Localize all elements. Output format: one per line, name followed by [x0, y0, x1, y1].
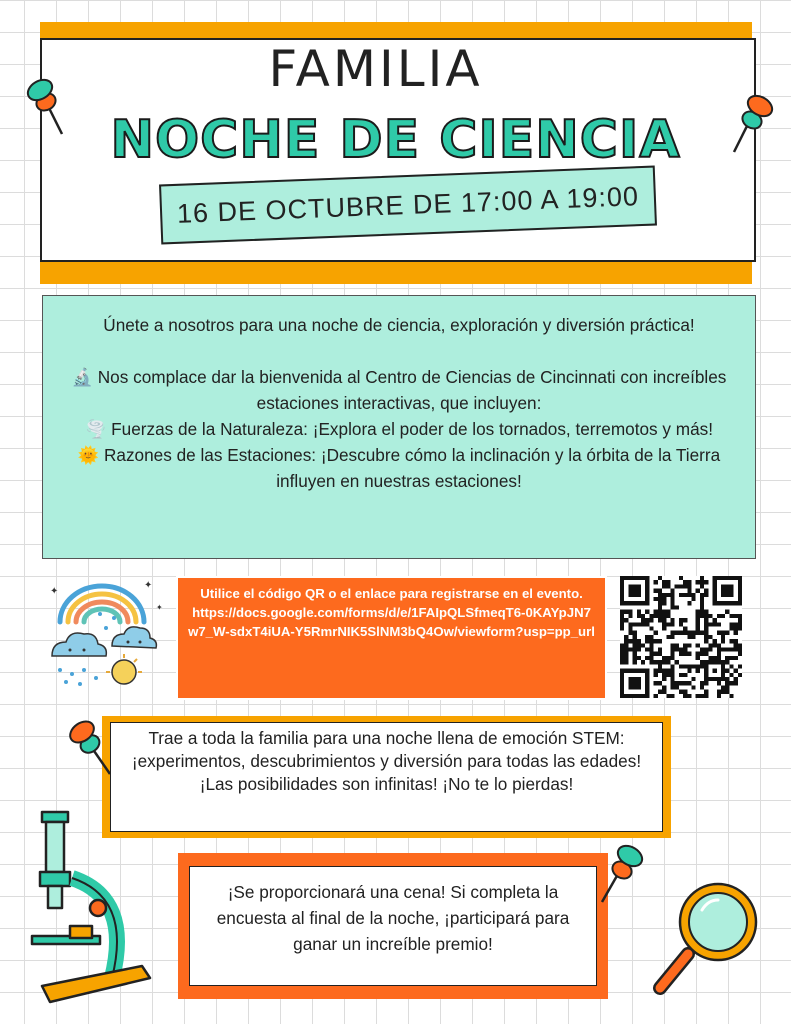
svg-text:✦: ✦ [144, 580, 153, 591]
title-familia: FAMILIA [268, 40, 483, 98]
title-noche-de-ciencia: NOCHE DE CIENCIA [110, 110, 681, 170]
station-forces-of-nature: 🌪️ Fuerzas de la Naturaleza: ¡Explora el poder de los tornados, terremotos y más! [84, 419, 714, 439]
registration-instruction: Utilice el código QR o el enlace para registrarse en el evento. [200, 586, 583, 601]
event-date: 16 DE OCTUBRE DE 17:00 A 19:00 [176, 180, 640, 229]
family-box [110, 722, 663, 832]
registration-box [176, 576, 607, 700]
microscope-icon [28, 808, 163, 1008]
welcome-text: 🔬 Nos complace dar la bienvenida al Centro de Ciencias de Cincinnati con increíbles estaciones interactivas, que incluyen: [71, 367, 727, 413]
qr-code-icon[interactable] [620, 576, 742, 698]
intro-text: Únete a nosotros para una noche de ciencia, exploración y diversión práctica! [103, 315, 695, 335]
magnifying-glass-icon [652, 878, 766, 996]
family-invite-text: Trae a toda la familia para una noche llena de emoción STEM: ¡experimentos, descubrimientos y diversión para todas las edades! [131, 728, 642, 771]
push-pin-icon [596, 842, 650, 904]
event-info-box [42, 295, 756, 559]
registration-link[interactable]: https://docs.google.com/forms/d/e/1FAIpQLSfmeqT6-0KAYpJN7w7_W-sdxT4iUA-Y5RmrNIK5SlNM3bQ4Ow/viewform?usp=pp_url [188, 605, 595, 639]
svg-text:✦: ✦ [50, 586, 59, 597]
push-pin-icon [66, 716, 116, 778]
dinner-box [189, 866, 597, 986]
rainbow-weather-icon [40, 570, 170, 695]
dinner-text: ¡Se proporcionará una cena! Si completa la encuesta al final de la noche, ¡participará para ganar un increíble premio! [216, 882, 570, 954]
family-tagline: ¡Las posibilidades son infinitas! ¡No te lo pierdas! [199, 774, 574, 794]
station-reasons-for-seasons: 🌞 Razones de las Estaciones: ¡Descubre cómo la inclinación y la órbita de la Tierra influyen en nuestras estaciones! [77, 445, 721, 491]
push-pin-icon [24, 76, 72, 136]
push-pin-icon [726, 92, 776, 154]
svg-text:✦: ✦ [156, 603, 163, 612]
